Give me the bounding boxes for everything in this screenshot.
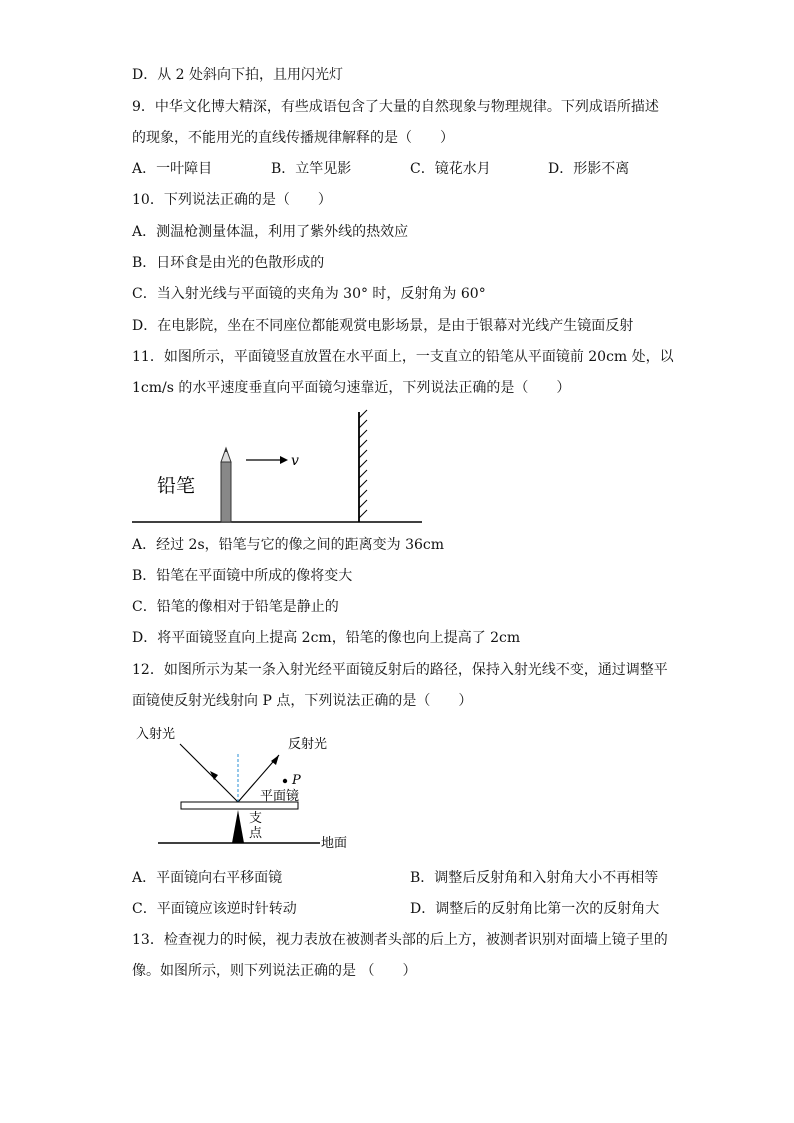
q12-reflected-label: 反射光 [288,737,328,752]
q9-stem-line2: 的现象，不能用光的直线传播规律解释的是（ ） [132,130,454,146]
q10-option-b: B．日环食是由光的色散形成的 [132,255,325,271]
q9-option-d: D．形影不离 [548,161,630,177]
q12-stem-line2: 面镜使反射光线射向 P 点，下列说法正确的是（ ） [132,693,473,709]
q12-incident-ray [180,744,238,802]
q11-option-d: D．将平面镜竖直向上提高 2cm，铅笔的像也向上提高了 2cm [132,630,521,646]
q11-option-c: C．铅笔的像相对于铅笔是静止的 [132,599,339,615]
q12-pivot-label-2: 点 [249,826,263,841]
q10-option-c: C．当入射光线与平面镜的夹角为 30° 时，反射角为 60° [132,286,486,302]
q12-mirror-label: 平面镜 [260,789,300,804]
q11-option-b: B．铅笔在平面镜中所成的像将变大 [132,568,353,584]
q11-stem-line1: 11．如图所示，平面镜竖直放置在水平面上，一支直立的铅笔从平面镜前 20cm 处，以 [132,349,674,365]
q11-pencil-label: 铅笔 [157,475,196,497]
q9-option-a: A．一叶障目 [132,161,213,177]
q9-stem-line1: 9．中华文化博大精深，有些成语包含了大量的自然现象与物理规律。下列成语所描述 [132,99,659,115]
q12-point-p [283,779,287,783]
q12-option-d: D．调整后的反射角比第一次的反射角大 [410,901,660,917]
q10-stem: 10．下列说法正确的是（ ） [132,192,332,208]
q9-option-b: B．立竿见影 [271,161,352,177]
q11-mirror-hatching [359,410,367,518]
q12-pivot-label-1: 支 [249,811,263,826]
q13-stem-line2: 像。如图所示，则下列说法正确的是 （ ） [132,963,417,979]
q12-figure [128,720,358,852]
q11-velocity-arrow [246,456,288,464]
q8-option-d: D．从 2 处斜向下拍，且用闪光灯 [132,67,344,83]
q12-point-label: P [292,773,301,788]
q11-velocity-label: v [291,453,299,469]
q10-option-a: A．测温枪测量体温，利用了紫外线的热效应 [132,224,409,240]
q12-stem-line1: 12．如图所示为某一条入射光经平面镜反射后的路径，保持入射光线不变，通过调整平 [132,662,668,678]
q11-figure [130,404,430,528]
q13-stem-line1: 13．检查视力的时候，视力表放在被测者头部的后上方，被测者识别对面墙上镜子里的 [132,932,668,948]
q12-option-b: B．调整后反射角和入射角大小不再相等 [410,870,659,886]
q11-option-a: A．经过 2s，铅笔与它的像之间的距离变为 36cm [132,537,445,553]
q10-option-d: D．在电影院，坐在不同座位都能观赏电影场景，是由于银幕对光线产生镜面反射 [132,318,634,334]
q11-pencil [221,448,231,522]
q12-option-c: C．平面镜应该逆时针转动 [132,901,297,917]
q12-pivot [232,810,244,843]
q12-incident-label: 入射光 [136,727,176,742]
q11-stem-line2: 1cm/s 的水平速度垂直向平面镜匀速靠近，下列说法正确的是（ ） [132,380,571,396]
q12-ground-label: 地面 [321,836,348,851]
q12-option-a: A．平面镜向右平移面镜 [132,870,283,886]
q9-option-c: C．镜花水月 [410,161,491,177]
